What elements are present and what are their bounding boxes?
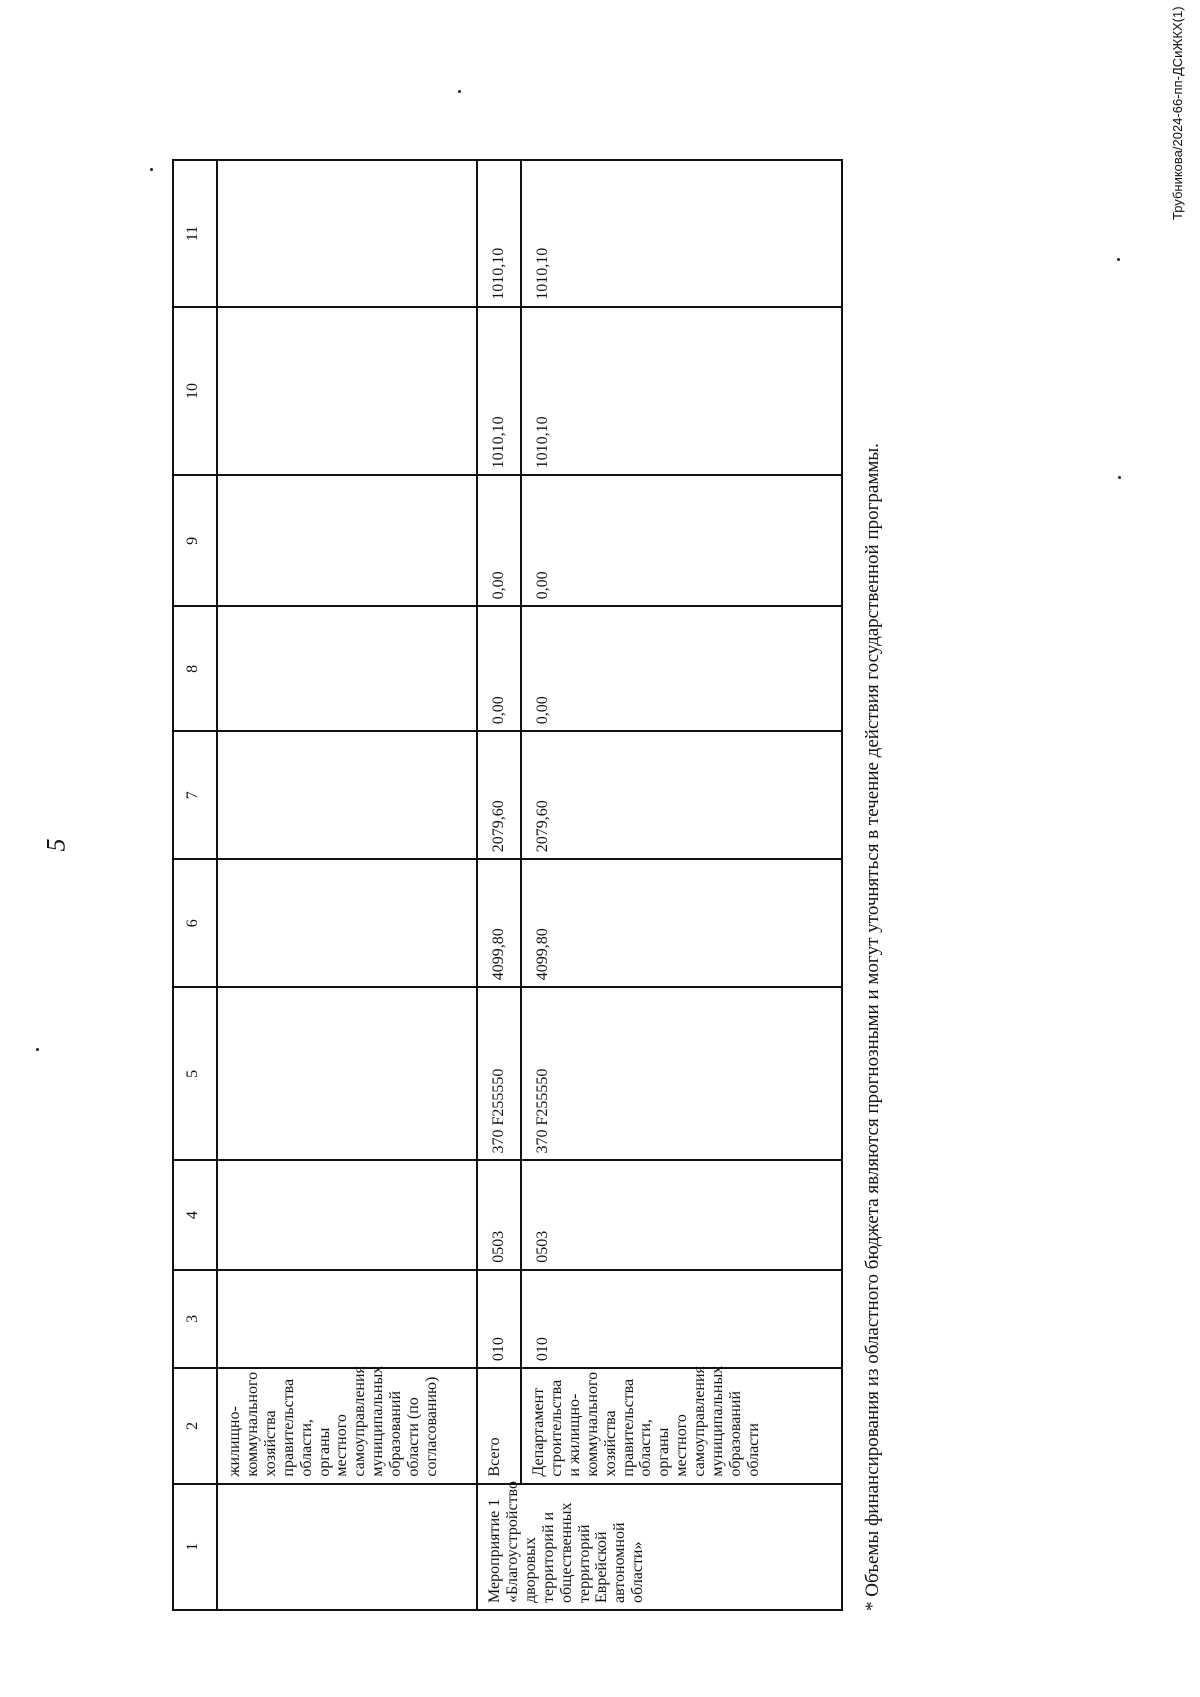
table-cell: 010 xyxy=(477,1270,521,1368)
table-cell: 1010,10 xyxy=(521,160,842,307)
table-row xyxy=(521,160,842,1610)
header-cell: 4 xyxy=(173,1161,217,1270)
table-cell: 0,00 xyxy=(521,475,842,606)
scan-speck xyxy=(1118,476,1121,479)
footnote: * Объемы финансирования из областного бюджета являются прогнозными и могут уточняться в течение действия государственной программы. xyxy=(862,443,883,1611)
header-row xyxy=(173,160,217,1610)
table-cell xyxy=(217,160,477,307)
table-cell: 1010,10 xyxy=(477,307,521,476)
table-cell xyxy=(217,1161,477,1270)
table-cell: Всего xyxy=(477,1368,521,1484)
table-cell xyxy=(217,475,477,606)
table-cell: 2079,60 xyxy=(521,731,842,859)
table-cell xyxy=(217,1484,477,1610)
table-cell: 0,00 xyxy=(477,475,521,606)
table-cell: 2079,60 xyxy=(477,731,521,859)
header-cell: 10 xyxy=(173,307,217,476)
scan-speck xyxy=(36,1048,39,1051)
header-cell: 8 xyxy=(173,606,217,731)
table-cell: Департамент строительства и жилищно-коммунального хозяйства правительства области, органы местного самоуправления муниципальных образований области xyxy=(521,1368,842,1484)
table-row xyxy=(477,160,521,1610)
header-cell: 11 xyxy=(173,160,217,307)
header-cell: 1 xyxy=(173,1484,217,1610)
table-cell: 010 xyxy=(521,1270,842,1368)
table-cell: 0,00 xyxy=(521,606,842,731)
header-cell: 5 xyxy=(173,987,217,1160)
table-cell: 0503 xyxy=(477,1161,521,1270)
header-cell: 3 xyxy=(173,1270,217,1368)
header-cell: 2 xyxy=(173,1368,217,1484)
rotated-content xyxy=(138,161,883,1611)
table-cell: 370 F255550 xyxy=(521,987,842,1160)
table-cell: жилищно-коммунального хозяйства правительства области, органы местного самоуправления муниципальных образований области (по согласованию) xyxy=(217,1368,477,1484)
table-cell: 4099,80 xyxy=(521,859,842,987)
page-number: 5 xyxy=(41,838,71,852)
table-cell: 0503 xyxy=(521,1161,842,1270)
table-cell: 1010,10 xyxy=(477,160,521,307)
document-code: Трубникова/2024-66-пп-ДСиЖКХ(1) xyxy=(1170,6,1185,220)
header-cell: 7 xyxy=(173,731,217,859)
table-cell xyxy=(217,1270,477,1368)
table-cell xyxy=(217,731,477,859)
table-cell: 370 F255550 xyxy=(477,987,521,1160)
scan-speck xyxy=(150,168,153,171)
header-cell: 9 xyxy=(173,475,217,606)
table-cell: 4099,80 xyxy=(477,859,521,987)
table-cell: Мероприятие 1 «Благоустройство дворовых территорий и общественных территорий Еврейской автономной области» xyxy=(477,1484,842,1610)
budget-table xyxy=(172,159,843,1611)
table-cell xyxy=(217,859,477,987)
header-cell: 6 xyxy=(173,859,217,987)
scan-speck xyxy=(458,90,461,93)
table-cell: 1010,10 xyxy=(521,307,842,476)
table-row xyxy=(217,160,477,1610)
table-cell: 0,00 xyxy=(477,606,521,731)
table-cell xyxy=(217,307,477,476)
table-cell xyxy=(217,987,477,1160)
table-cell xyxy=(217,606,477,731)
scan-speck xyxy=(1117,258,1120,261)
